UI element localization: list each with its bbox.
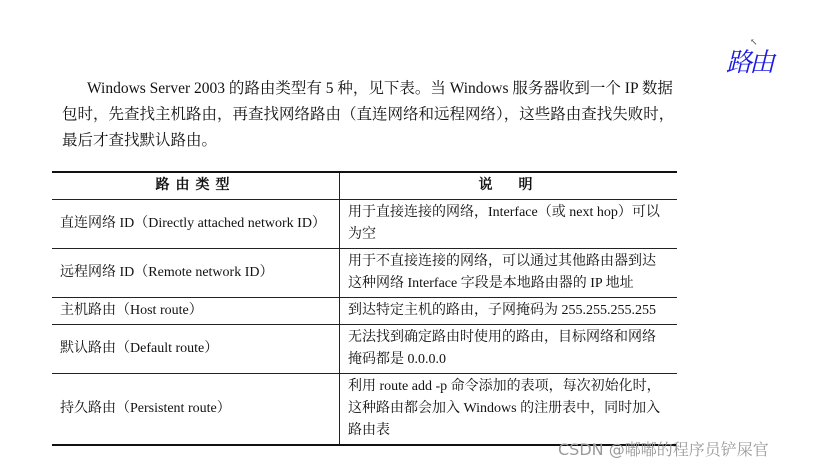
mouse-cursor-icon: ↖ xyxy=(750,38,758,48)
table-row xyxy=(52,249,677,298)
description-cell: 到达特定主机的路由，子网掩码为 255.255.255.255 xyxy=(340,298,678,325)
description-cell: 用于直接连接的网络，Interface（或 next hop）可以为空 xyxy=(340,200,678,249)
table-row xyxy=(52,200,677,249)
handwritten-annotation: 路由 xyxy=(726,48,773,78)
intro-paragraph: Windows Server 2003 的路由类型有 5 种，见下表。当 Windows 服务器收到一个 IP 数据包时，先查找主机路由，再查找网络路由（直连网络和远程网络），这些路由查找失败时，最后才查找默认路由。 xyxy=(62,79,675,149)
header-description: 说 明 xyxy=(340,172,678,200)
route-type-cell: 默认路由（Default route） xyxy=(52,325,340,374)
table-row xyxy=(52,325,677,374)
route-type-cell: 持久路由（Persistent route） xyxy=(52,374,340,446)
route-type-cell: 远程网络 ID（Remote network ID） xyxy=(52,249,340,298)
header-route-type: 路由类型 xyxy=(52,172,340,200)
table-header-row xyxy=(52,172,677,200)
route-types-table xyxy=(52,171,677,446)
table-row xyxy=(52,374,677,446)
route-type-cell: 主机路由（Host route） xyxy=(52,298,340,325)
watermark: CSDN @嘟嘟的程序员铲屎官 xyxy=(558,440,769,459)
description-cell: 利用 route add -p 命令添加的表项，每次初始化时，这种路由都会加入 Windows 的注册表中，同时加入路由表 xyxy=(340,374,678,446)
route-type-cell: 直连网络 ID（Directly attached network ID） xyxy=(52,200,340,249)
description-cell: 用于不直接连接的网络，可以通过其他路由器到达这种网络 Interface 字段是本地路由器的 IP 地址 xyxy=(340,249,678,298)
table-row xyxy=(52,298,677,325)
description-cell: 无法找到确定路由时使用的路由，目标网络和网络掩码都是 0.0.0.0 xyxy=(340,325,678,374)
